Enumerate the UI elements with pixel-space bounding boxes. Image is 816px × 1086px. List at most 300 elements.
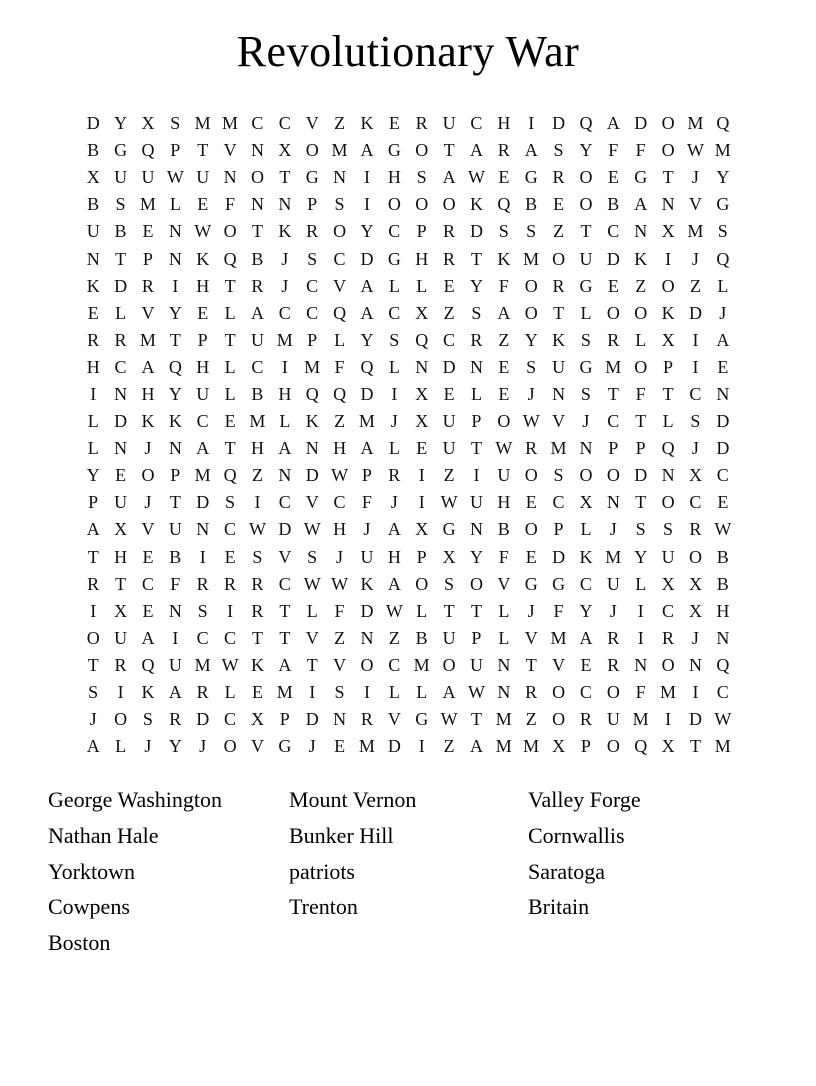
grid-letter: F (608, 140, 619, 161)
grid-letter: H (387, 546, 401, 567)
grid-letter: D (387, 736, 401, 757)
grid-letter: N (168, 221, 182, 242)
grid-letter: A (634, 194, 648, 215)
grid-letter: L (416, 682, 428, 703)
grid-letter: T (115, 248, 127, 269)
grid-letter: U (360, 546, 374, 567)
grid-letter: S (553, 465, 564, 486)
word-list-item: Mount Vernon (289, 787, 417, 813)
grid-letter: I (665, 709, 672, 730)
grid-letter: N (196, 519, 210, 540)
grid-letter: Z (251, 465, 263, 486)
grid-letter: O (223, 736, 237, 757)
grid-letter: N (661, 465, 675, 486)
grid-letter: D (634, 465, 648, 486)
grid-letter: N (552, 383, 566, 404)
grid-letter: P (416, 221, 427, 242)
grid-letter: G (278, 736, 292, 757)
grid-letter: F (635, 383, 646, 404)
grid-letter: O (606, 682, 620, 703)
grid-letter: S (553, 140, 564, 161)
grid-letter: A (360, 275, 374, 296)
grid-letter: X (661, 221, 675, 242)
grid-letter: K (497, 248, 511, 269)
grid-letter: J (144, 736, 152, 757)
grid-letter: V (688, 194, 702, 215)
grid-letter: M (139, 329, 156, 350)
grid-letter: S (252, 546, 263, 567)
word-list-item: Yorktown (48, 858, 136, 884)
grid-letter: T (279, 627, 291, 648)
grid-letter: E (197, 194, 209, 215)
grid-letter: E (115, 465, 127, 486)
grid-letter: O (415, 194, 429, 215)
grid-letter: Q (333, 383, 347, 404)
grid-letter: U (606, 709, 620, 730)
grid-letter: C (141, 573, 154, 594)
grid-letter: I (391, 383, 398, 404)
grid-letter: V (333, 654, 347, 675)
word-search-grid (80, 110, 737, 760)
grid-letter: T (470, 438, 482, 459)
grid-letter: W (303, 573, 321, 594)
grid-letter: Q (661, 438, 675, 459)
grid-letter: X (661, 736, 675, 757)
grid-letter: Z (388, 627, 400, 648)
grid-letter: O (524, 519, 538, 540)
grid-letter: J (390, 411, 398, 432)
grid-letter: T (279, 167, 291, 188)
grid-letter: C (306, 302, 319, 323)
grid-letter: V (552, 411, 566, 432)
grid-letter: O (688, 546, 702, 567)
grid-letter: L (498, 627, 510, 648)
grid-letter: I (254, 492, 261, 513)
grid-letter: S (663, 519, 674, 540)
grid-letter: A (442, 682, 456, 703)
grid-letter: Q (168, 356, 182, 377)
grid-letter: L (224, 682, 236, 703)
grid-letter: C (388, 654, 401, 675)
grid-letter: Q (579, 113, 593, 134)
grid-letter: R (525, 438, 538, 459)
grid-letter: C (716, 682, 729, 703)
grid-letter: H (114, 546, 128, 567)
grid-letter: E (498, 356, 510, 377)
grid-letter: N (223, 167, 237, 188)
grid-letter: V (278, 546, 292, 567)
grid-letter: W (194, 221, 212, 242)
grid-letter: M (331, 140, 348, 161)
grid-letter: R (579, 709, 592, 730)
grid-letter: J (609, 600, 617, 621)
grid-letter: Y (716, 167, 730, 188)
grid-letter: P (663, 356, 674, 377)
grid-letter: A (168, 682, 182, 703)
word-list-column (289, 782, 528, 961)
grid-letter: O (606, 736, 620, 757)
word-list-column (48, 782, 289, 961)
grid-letter: Z (443, 736, 455, 757)
grid-letter: X (86, 167, 100, 188)
grid-letter: T (169, 329, 181, 350)
grid-letter: R (169, 709, 182, 730)
grid-letter: A (360, 302, 374, 323)
grid-letter: J (89, 709, 97, 730)
grid-letter: X (141, 113, 155, 134)
grid-letter: E (717, 492, 729, 513)
grid-letter: W (440, 709, 458, 730)
grid-letter: S (580, 383, 591, 404)
grid-letter: J (691, 438, 699, 459)
grid-letter: M (523, 248, 540, 269)
grid-letter: R (443, 221, 456, 242)
grid-letter: S (88, 682, 99, 703)
grid-letter: L (635, 329, 647, 350)
grid-letter: W (248, 519, 266, 540)
grid-letter: D (305, 465, 319, 486)
grid-letter: Y (469, 546, 483, 567)
grid-letter: S (307, 248, 318, 269)
grid-letter: B (497, 519, 510, 540)
grid-letter: N (415, 356, 429, 377)
grid-letter: O (141, 465, 155, 486)
grid-letter: U (442, 627, 456, 648)
grid-letter: L (306, 600, 318, 621)
grid-letter: O (579, 194, 593, 215)
grid-letter: N (716, 383, 730, 404)
grid-letter: A (196, 438, 210, 459)
grid-letter: T (169, 492, 181, 513)
grid-letter: J (308, 736, 316, 757)
grid-letter: W (303, 519, 321, 540)
grid-letter: U (114, 627, 128, 648)
grid-letter: I (528, 113, 535, 134)
grid-letter: R (497, 140, 510, 161)
grid-letter: T (443, 140, 455, 161)
grid-letter: E (197, 302, 209, 323)
grid-letter: Z (334, 411, 346, 432)
grid-letter: M (660, 682, 677, 703)
grid-letter: M (358, 411, 375, 432)
grid-letter: J (719, 302, 727, 323)
grid-letter: P (88, 492, 99, 513)
grid-letter: I (90, 600, 97, 621)
grid-letter: R (251, 573, 264, 594)
grid-letter: E (717, 356, 729, 377)
grid-letter: E (525, 492, 537, 513)
grid-letter: C (224, 519, 237, 540)
grid-letter: R (607, 329, 620, 350)
grid-letter: V (333, 275, 347, 296)
grid-letter: G (524, 573, 538, 594)
grid-letter: S (389, 329, 400, 350)
grid-letter: V (524, 627, 538, 648)
word-list-item: Bunker Hill (289, 822, 394, 848)
grid-letter: T (580, 221, 592, 242)
grid-letter: T (662, 167, 674, 188)
grid-letter: N (333, 167, 347, 188)
grid-letter: A (716, 329, 730, 350)
grid-letter: M (714, 140, 731, 161)
grid-letter: T (607, 383, 619, 404)
grid-letter: O (469, 573, 483, 594)
grid-letter: G (415, 709, 429, 730)
grid-letter: M (139, 194, 156, 215)
grid-letter: P (361, 465, 372, 486)
grid-letter: T (443, 600, 455, 621)
grid-letter: U (497, 465, 511, 486)
grid-letter: N (114, 438, 128, 459)
grid-letter: M (687, 113, 704, 134)
grid-letter: Q (716, 113, 730, 134)
grid-letter: I (418, 492, 425, 513)
grid-letter: I (363, 194, 370, 215)
grid-letter: P (635, 438, 646, 459)
grid-letter: K (278, 221, 292, 242)
grid-letter: S (225, 492, 236, 513)
grid-letter: T (197, 140, 209, 161)
grid-letter: J (336, 546, 344, 567)
grid-letter: D (552, 113, 566, 134)
grid-letter: N (168, 600, 182, 621)
grid-letter: Y (579, 600, 593, 621)
grid-letter: B (607, 194, 620, 215)
grid-letter: L (388, 438, 400, 459)
grid-letter: C (388, 302, 401, 323)
grid-letter: O (497, 411, 511, 432)
grid-letter: O (579, 465, 593, 486)
grid-letter: B (169, 546, 182, 567)
grid-letter: O (661, 492, 675, 513)
grid-letter: E (607, 275, 619, 296)
grid-letter: U (579, 248, 593, 269)
grid-letter: C (251, 113, 264, 134)
grid-letter: M (687, 221, 704, 242)
grid-letter: O (524, 275, 538, 296)
grid-letter: P (170, 140, 181, 161)
word-list-item: Nathan Hale (48, 822, 159, 848)
grid-letter: K (196, 248, 210, 269)
grid-letter: Q (497, 194, 511, 215)
grid-letter: O (661, 140, 675, 161)
grid-letter: W (467, 682, 485, 703)
grid-letter: Z (443, 465, 455, 486)
grid-letter: V (223, 140, 237, 161)
grid-letter: E (416, 438, 428, 459)
grid-letter: G (634, 167, 648, 188)
grid-letter: E (498, 167, 510, 188)
grid-letter: Z (553, 221, 565, 242)
grid-letter: S (307, 546, 318, 567)
grid-letter: S (115, 194, 126, 215)
grid-letter: E (142, 221, 154, 242)
grid-letter: G (442, 519, 456, 540)
grid-letter: D (86, 113, 100, 134)
grid-letter: E (224, 546, 236, 567)
grid-letter: N (250, 194, 264, 215)
grid-letter: K (360, 573, 374, 594)
grid-letter: K (661, 302, 675, 323)
puzzle-title: Revolutionary War (236, 27, 580, 76)
grid-letter: A (360, 140, 374, 161)
grid-letter: Y (524, 329, 538, 350)
word-list-item: Boston (48, 930, 111, 956)
grid-letter: H (250, 438, 264, 459)
grid-letter: K (579, 546, 593, 567)
grid-letter: R (662, 627, 675, 648)
grid-letter: S (334, 682, 345, 703)
grid-letter: N (634, 221, 648, 242)
grid-letter: Y (469, 275, 483, 296)
grid-letter: T (251, 221, 263, 242)
grid-letter: A (360, 438, 374, 459)
grid-letter: X (661, 329, 675, 350)
grid-letter: P (197, 329, 208, 350)
grid-letter: T (662, 383, 674, 404)
grid-letter: M (714, 736, 731, 757)
grid-letter: S (635, 519, 646, 540)
grid-letter: I (692, 356, 699, 377)
grid-letter: W (166, 167, 184, 188)
grid-letter: L (334, 329, 346, 350)
grid-letter: M (222, 113, 239, 134)
grid-letter: O (552, 248, 566, 269)
grid-letter: E (525, 546, 537, 567)
grid-letter: E (224, 411, 236, 432)
grid-letter: E (443, 275, 455, 296)
grid-letter: C (607, 411, 620, 432)
grid-letter: T (470, 600, 482, 621)
grid-letter: N (497, 654, 511, 675)
grid-letter: C (689, 492, 702, 513)
grid-letter: N (250, 140, 264, 161)
grid-letter: W (385, 600, 403, 621)
grid-letter: W (714, 519, 732, 540)
grid-letter: W (331, 573, 349, 594)
grid-letter: S (142, 709, 153, 730)
grid-letter: J (144, 438, 152, 459)
grid-letter: J (582, 411, 590, 432)
grid-letter: G (552, 573, 566, 594)
grid-letter: N (168, 248, 182, 269)
grid-letter: W (495, 438, 513, 459)
grid-letter: S (197, 600, 208, 621)
grid-letter: O (661, 275, 675, 296)
word-list-item: Cornwallis (528, 822, 625, 848)
grid-letter: C (470, 113, 483, 134)
grid-letter: W (686, 140, 704, 161)
grid-letter: V (552, 654, 566, 675)
grid-letter: L (115, 736, 127, 757)
word-list-item: Trenton (289, 894, 358, 920)
grid-letter: U (196, 167, 210, 188)
grid-letter: T (87, 654, 99, 675)
grid-letter: J (199, 736, 207, 757)
grid-letter: P (170, 465, 181, 486)
word-list-item: George Washington (48, 787, 223, 813)
grid-letter: V (250, 736, 264, 757)
grid-letter: Y (114, 113, 128, 134)
grid-letter: A (86, 736, 100, 757)
grid-letter: L (388, 682, 400, 703)
grid-letter: L (87, 411, 99, 432)
grid-letter: P (416, 546, 427, 567)
grid-letter: L (717, 275, 729, 296)
grid-letter: K (634, 248, 648, 269)
grid-letter: B (525, 194, 538, 215)
grid-letter: M (523, 736, 540, 757)
grid-letter: T (525, 654, 537, 675)
grid-letter: J (691, 627, 699, 648)
grid-letter: M (550, 627, 567, 648)
grid-letter: H (415, 248, 429, 269)
grid-letter: X (442, 546, 456, 567)
grid-letter: W (221, 654, 239, 675)
grid-letter: J (527, 383, 535, 404)
grid-letter: X (278, 140, 292, 161)
grid-letter: H (86, 356, 100, 377)
grid-letter: Z (334, 113, 346, 134)
grid-letter: A (497, 302, 511, 323)
grid-letter: T (251, 627, 263, 648)
grid-letter: Q (333, 302, 347, 323)
grid-letter: D (716, 438, 730, 459)
grid-letter: M (304, 356, 321, 377)
grid-letter: O (114, 709, 128, 730)
grid-letter: E (580, 654, 592, 675)
grid-letter: K (168, 411, 182, 432)
grid-letter: N (497, 682, 511, 703)
grid-letter: D (606, 248, 620, 269)
grid-letter: G (305, 167, 319, 188)
grid-letter: A (250, 302, 264, 323)
grid-letter: O (552, 709, 566, 730)
grid-letter: S (471, 302, 482, 323)
grid-letter: S (444, 573, 455, 594)
grid-letter: Q (141, 654, 155, 675)
grid-letter: U (661, 546, 675, 567)
grid-letter: Z (635, 275, 647, 296)
grid-letter: N (305, 438, 319, 459)
grid-letter: S (498, 221, 509, 242)
grid-letter: A (442, 167, 456, 188)
grid-letter: B (251, 248, 264, 269)
grid-letter: R (552, 167, 565, 188)
grid-letter: F (334, 356, 345, 377)
grid-letter: H (278, 383, 292, 404)
grid-letter: L (115, 302, 127, 323)
grid-letter: C (579, 682, 592, 703)
grid-letter: P (307, 194, 318, 215)
grid-letter: V (497, 573, 511, 594)
grid-letter: Y (168, 383, 182, 404)
grid-letter: Y (634, 546, 648, 567)
grid-letter: O (360, 654, 374, 675)
grid-letter: O (305, 140, 319, 161)
grid-letter: R (196, 573, 209, 594)
grid-letter: D (114, 411, 128, 432)
grid-letter: T (553, 302, 565, 323)
grid-letter: A (524, 140, 538, 161)
worksheet-page (0, 27, 816, 1086)
grid-letter: I (363, 167, 370, 188)
grid-letter: L (416, 600, 428, 621)
grid-letter: M (276, 682, 293, 703)
grid-letter: R (224, 573, 237, 594)
grid-letter: N (360, 627, 374, 648)
grid-letter: T (635, 411, 647, 432)
